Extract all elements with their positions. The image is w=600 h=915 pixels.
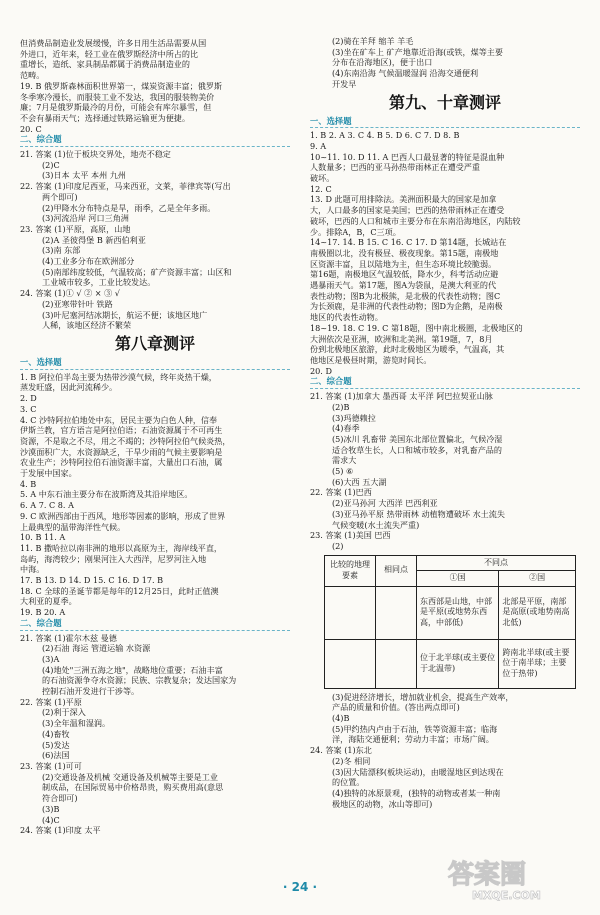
text-line: 19. B 20. A <box>20 607 66 618</box>
text-line: 9. C 欧洲西部由于西风，地形等因素的影响，形成了世界 <box>20 510 226 521</box>
watermark-logo <box>442 853 582 903</box>
ch8-q24-answer: 24. 答案 (1)印度 太平 <box>20 825 101 836</box>
text-line: 遇暴雨天气。第17题，图A为袋鼠，是澳大利亚的代 <box>310 280 497 291</box>
text-line: (4)工业多分布在欧洲部分 <box>42 256 135 267</box>
text-line: (5)南部纬度较低，气温较高；矿产资源丰富；山区和 <box>42 266 232 277</box>
text-line: (2)石油 海运 管道运输 水资源 <box>42 643 151 654</box>
text-line: 2. D <box>20 393 37 404</box>
text-line: 12. C <box>310 183 332 194</box>
text-line: 南极圈以北，没有极昼、极夜现象。第15题，南极地 <box>310 247 499 258</box>
q20-answer: 20. C <box>20 123 42 134</box>
text-line: (2) <box>332 540 344 551</box>
text-line: 1. B 阿拉伯半岛主要为热带沙漠气候，终年炎热干燥， <box>20 371 217 382</box>
text-line: 的石油资源争夺水资源；民族、宗教复杂；发达国家为 <box>42 675 237 686</box>
table-header-diff: 不同点 <box>417 555 576 571</box>
text-line: 6. A 7. C 8. A <box>20 500 74 511</box>
ch8-q22-block <box>20 697 290 761</box>
text-line: 但消费品制造业发展缓慢，许多日用生活品需要从国 <box>20 38 207 48</box>
text-line: 他地区是极昼时期，游览时间长。 <box>310 354 432 365</box>
text-line: 不会有暴雨天气；选择通过铁路运输更为便捷。 <box>20 112 190 123</box>
text-line: 分布在沿海地区)，便于出口 <box>332 57 433 68</box>
text-line: (4)地处"三洲五海之地"，战略地位重要；石油丰富 <box>42 664 223 675</box>
text-line: 地区的代表性动物。 <box>310 312 383 323</box>
text-line: (2)亚马孙河 大西洋 巴西利亚 <box>332 498 438 509</box>
text-line: 23. 答案 (1)可可 <box>20 761 82 771</box>
text-line: 大利亚的夏季。 <box>20 596 77 607</box>
section-heading-comprehensive: 二、综合题 <box>310 376 352 387</box>
ch8-q21-block <box>20 633 290 697</box>
text-line: 的位置。 <box>332 777 365 788</box>
table-cell: 东西部是山地，中部是平原(或地势东西高，中部低) <box>417 586 499 639</box>
text-line: (2)C <box>42 159 60 170</box>
text-line: 于发展中国家。 <box>20 468 77 479</box>
text-line: 符合即可) <box>42 793 78 804</box>
text-line: (4)独特的冰原景观，(独特的动物或者某一种南 <box>332 787 501 798</box>
text-line: (3)日本 太平 本州 九州 <box>42 170 126 181</box>
table-cell: 跨南北半球(或主要位于南半球；主要位于热带) <box>499 639 576 688</box>
text-line: (3)玛德赖拉 <box>332 412 376 423</box>
text-line: (2)利于深入 <box>42 707 86 718</box>
text-line: 1. B 2. A 3. C 4. B 5. D 6. C 7. D 8. B <box>310 130 460 141</box>
ch9-q21-block <box>310 391 580 487</box>
text-line: 人稀，该地区经济不繁荣 <box>42 320 132 331</box>
text-line: 20. D <box>310 365 332 376</box>
text-line: (4)C <box>42 814 60 825</box>
text-line: (3)南 东部 <box>42 245 81 256</box>
text-line: (2)亚寒带针叶 铁路 <box>42 298 113 309</box>
right-top-block <box>310 36 580 90</box>
text-line: 洋，海陆交通便利；劳动力丰富；市场广阔。 <box>332 734 494 745</box>
text-line: (3)河流沿岸 河口三角洲 <box>42 213 129 224</box>
table-cell-empty <box>325 586 376 639</box>
text-line: 11. B 撒哈拉以南非洲的地形以高原为主，海岸线平直， <box>20 542 223 553</box>
text-line: 10. B 11. A <box>20 532 66 543</box>
watermark-text: 答案圈 <box>448 860 527 890</box>
text-line: 21. 答案 (1)位于板块交界处，地壳不稳定 <box>20 149 171 160</box>
q22-block <box>20 181 290 224</box>
ch9-q23-head <box>310 530 580 551</box>
text-line: (2)甲降水分布特点是旱，雨季，乙是全年多雨。 <box>42 202 216 213</box>
watermark-logo-graphic <box>442 853 582 903</box>
text-line: 范畴。 <box>20 70 45 81</box>
text-line: (3)B <box>42 803 60 814</box>
text-line: 产品的质量和价值。(答出两点即可) <box>332 702 460 713</box>
left-column <box>20 38 290 836</box>
text-line: (2)骑在羊拜 缩羊 羊毛 <box>332 36 414 46</box>
section-divider <box>310 127 580 128</box>
right-column <box>310 36 580 809</box>
text-line: (3)亚马孙平原 热带雨林 动植物遭破坏 水土流失 <box>332 508 505 519</box>
table-cell-empty <box>325 639 376 688</box>
table-header-country-1: ①国 <box>417 571 499 587</box>
text-line: (2)B <box>332 401 350 412</box>
q21-block <box>20 149 290 181</box>
text-line: 气候变暖(水土流失严重) <box>332 519 420 530</box>
text-line: (5)甲约热内卢由于石油，铁等资源丰富；临海 <box>332 723 498 734</box>
text-line: 两个即可) <box>42 191 78 202</box>
text-line: 大，人口最多的国家是美国；巴西的热带雨林正在遭受 <box>310 205 505 216</box>
text-line: 蒸发旺盛，因此河流稀少。 <box>20 382 118 393</box>
text-line: 冬季寒冷漫长，而服装工业不发达，我国的服装物美价 <box>20 91 215 102</box>
text-line: 适合牧草生长，人口和城市较多，对乳畜产品的 <box>332 444 502 455</box>
text-line: 18~19. 18. C 19. C 第18题，图中南北极圈，北极地区的 <box>310 322 523 333</box>
text-line: 3. C <box>20 403 37 414</box>
text-line: (2)A 圣彼得堡 B 新西伯利亚 <box>42 234 146 245</box>
text-line: 14~17. 14. B 15. C 16. C 17. D 第14题，长城站在 <box>310 237 507 248</box>
text-line: 中海。 <box>20 564 45 575</box>
left-top-block <box>20 38 290 81</box>
q23-block <box>20 224 290 288</box>
table-cell-empty <box>376 639 417 688</box>
text-line: 伊斯兰教，官方语言是阿拉伯语；石油资源属于不可再生 <box>20 425 223 436</box>
watermark-subtext: MXQE.COM <box>472 889 541 902</box>
text-line: 破坏。 <box>310 173 335 184</box>
text-line: (3)叶尼塞河结冰期长，航运不便；该地区地广 <box>42 309 208 320</box>
text-line: 22. 答案 (1)巴西 <box>310 487 372 498</box>
text-line: (5)发达 <box>42 739 70 750</box>
text-line: (3)A <box>42 653 60 664</box>
ch8-q23-block <box>20 761 290 825</box>
text-line: 5. A 中东石油主要分布在波斯湾及其沿岸地区。 <box>20 489 193 500</box>
text-line: 24. 答案 (1)① √ ② × ③ √ <box>20 288 120 299</box>
text-line: (6)法国 <box>42 750 70 761</box>
text-line: 上最典型的温带海洋性气候。 <box>20 521 126 532</box>
ch8-choice-block-b <box>20 479 290 618</box>
section-divider <box>20 630 290 631</box>
text-line: 23. 答案 (1)美国 巴西 <box>310 530 391 541</box>
text-line: 4. C 沙特阿拉伯地处中东，居民主要为白色人种，信奉 <box>20 414 218 425</box>
text-line: 第16题，南极地区气温较低，降水少，科考活动应避 <box>310 269 499 280</box>
section-heading-comprehensive: 二、综合题 <box>20 617 62 628</box>
ch9-q23-tail <box>310 692 580 746</box>
section-divider <box>20 369 290 370</box>
text-line: 表性动物；图B为北极熊，是北极的代表性动物；图C <box>310 290 501 301</box>
chapter-9-10-title: 第九、十章测评 <box>388 92 501 112</box>
text-line: 沙漠面积广大，水资源缺乏，干旱少雨的气候主要影响是 <box>20 446 223 457</box>
text-line: 控制石油开发进行干涉等。 <box>42 686 140 697</box>
text-line: 为长颈鹿，是非洲的代表性动物；图D为企鹅，是南极 <box>310 301 503 312</box>
section-heading-choice: 一、选择题 <box>310 115 352 126</box>
text-line: 21. 答案 (1)霍尔木兹 曼德 <box>20 632 117 643</box>
q24-block <box>20 288 290 331</box>
text-line: (3)因大陆漂移(板块运动)，由暖湿地区到达现在 <box>332 766 504 777</box>
text-line: 破坏，巴西的人口和城市主要分布在东南沿海地区，内陆较 <box>310 215 521 226</box>
text-line: 21. 答案 (1)加拿大 墨西哥 太平洋 阿巴拉契亚山脉 <box>310 391 493 402</box>
q19-block <box>20 81 290 124</box>
text-line: 需求大 <box>332 455 357 466</box>
section-heading-choice: 一、选择题 <box>20 356 62 367</box>
table-header-same: 相同点 <box>376 555 417 586</box>
text-line: 4. B <box>20 478 37 489</box>
text-line: 份到北极地区旅游，此时北极地区为暖季，气温高，其 <box>310 344 505 355</box>
table-header-item: 比较的地理要素 <box>325 555 376 586</box>
text-line: (3)全年温和湿润。 <box>42 718 111 729</box>
text-line: (3)促进经济增长，增加就业机会，提高生产效率， <box>332 691 514 702</box>
text-line: 19. B 俄罗斯森林面积世界第一，煤炭资源丰富；俄罗斯 <box>20 80 223 91</box>
section-divider <box>20 146 290 147</box>
text-line: 22. 答案 (1)印度尼西亚，马来西亚，文莱，菲律宾等(写出 <box>20 181 231 192</box>
text-line: 人数量多；巴西的亚马孙热带雨林正在遭受严重 <box>310 162 480 173</box>
text-line: 少。排除A，B，C三项。 <box>310 226 401 237</box>
page-number: · 24 · <box>282 880 318 894</box>
text-line: 9. A <box>310 140 327 151</box>
ch9-q24-block <box>310 745 580 809</box>
text-line: (5)冰川 乳畜带 美国东北部位置偏北，气候冷湿 <box>332 433 503 444</box>
text-line: 外进口，近年来，轻工业在俄罗斯经济中所占的比 <box>20 48 199 59</box>
ch9-choice-block <box>310 130 580 376</box>
text-line: 17. B 13. D 14. D 15. C 16. D 17. B <box>20 575 164 586</box>
text-line: 制成品，在国际贸易中价格昂贵，购买费用高(意思 <box>42 782 224 793</box>
table-header-country-2: ②国 <box>499 571 576 587</box>
text-line: 开发早 <box>332 78 357 89</box>
ch8-choice-block-a <box>20 372 290 479</box>
text-line: (4)畜牧 <box>42 728 70 739</box>
text-line: 22. 答案 (1)平原 <box>20 696 82 707</box>
text-line: 农业生产；沙特阿拉伯石油资源丰富，大量出口石油，属 <box>20 457 223 468</box>
text-line: (4)春季 <box>332 423 360 434</box>
table-cell-empty <box>376 586 417 639</box>
text-line: (4)B <box>332 713 350 724</box>
comparison-table <box>324 555 576 689</box>
text-line: (3)坐在矿车上 矿产地靠近沿海(或铁，煤等主要 <box>332 46 503 57</box>
text-line: 重增长，造纸、家具制品都属于消费品制造业的 <box>20 59 190 70</box>
text-line: 23. 答案 (1)平原，高原，山地 <box>20 223 131 234</box>
text-line: (5) ⑥ <box>332 466 354 477</box>
text-line: 区资源丰富，且以陆地为主，但生态环境比较脆弱。 <box>310 258 497 269</box>
ch9-q22-block <box>310 487 580 530</box>
section-heading-comprehensive: 二、综合题 <box>20 134 62 145</box>
text-line: 廉；7月是俄罗斯最冷的月份，可能会有库尔暴雪，但 <box>20 102 212 113</box>
text-line: (2)冬 相同 <box>332 755 371 766</box>
section-divider <box>310 388 580 389</box>
text-line: 极地区的动物，冰山等即可) <box>332 798 433 809</box>
text-line: 工业城市较多，工业比较发达。 <box>42 277 156 288</box>
text-line: 13. D 此题可用排除法。美洲面积最大的国家是加拿 <box>310 194 497 205</box>
text-line: (2)交通设备及机械 交通设备及机械等主要是工业 <box>42 771 218 782</box>
table-cell: 位于北半球(或主要位于北温带) <box>417 639 499 688</box>
text-line: 大洲依次是亚洲，欧洲和北美洲。第19题，7，8月 <box>310 333 493 344</box>
text-line: 资源，不是取之不尽，用之不竭的；沙特阿拉伯气候炎热， <box>20 435 231 446</box>
table-cell: 北部是平原，南部是高原(或地势南高北低) <box>499 586 576 639</box>
text-line: 岛屿，海湾较少；刚果河注入大西洋，尼罗河注入地 <box>20 553 207 564</box>
text-line: (4)东南沿海 气候温暖湿润 沿海交通便利 <box>332 68 479 79</box>
text-line: (6)大西 五大湖 <box>332 476 387 487</box>
text-line: 24. 答案 (1)东北 <box>310 745 372 756</box>
text-line: 10~11. 10. D 11. A 巴西人口最显著的特征是混血种 <box>310 151 505 162</box>
chapter-8-title: 第八章测评 <box>114 333 195 353</box>
text-line: 18. C 全球的圣诞节都是每年的12月25日，此时正值澳 <box>20 585 219 596</box>
